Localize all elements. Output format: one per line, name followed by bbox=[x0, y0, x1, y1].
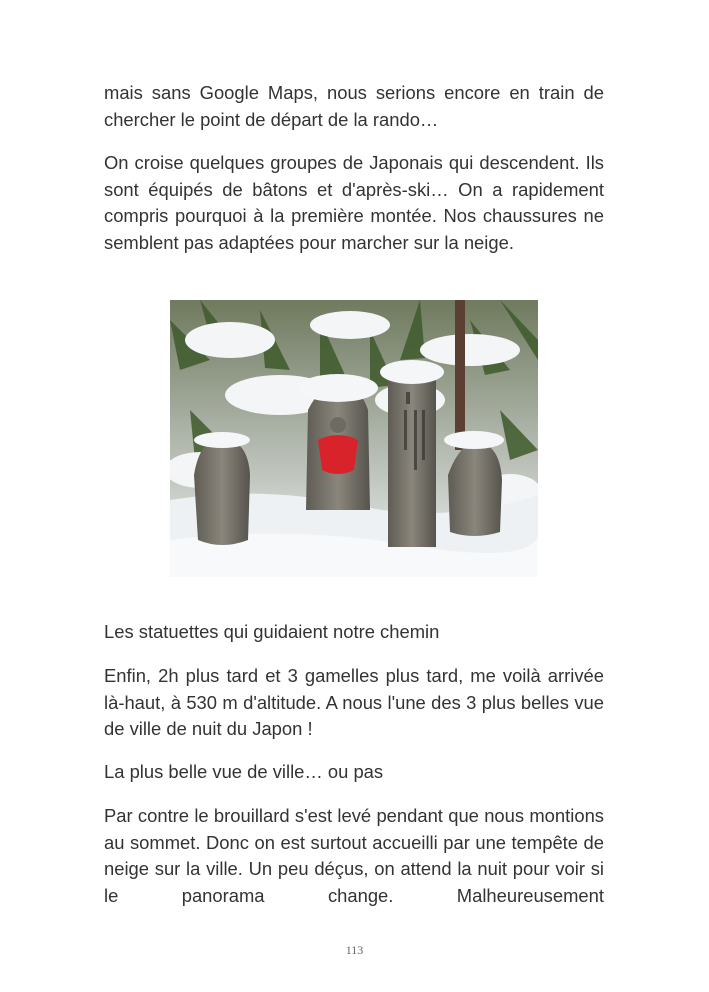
paragraph-intro: mais sans Google Maps, nous serions encore en train de chercher le point de départ de la rando… bbox=[104, 82, 604, 130]
paragraph-japanese-hikers: On croise quelques groupes de Japonais qui descendent. Ils sont équipés de bâtons et d'après-ski… On a rapidement compris pourquoi à la première montée. Nos chaussures ne semblent pas adaptées pour marcher sur la neige. bbox=[104, 152, 604, 253]
photo-jizo-statues bbox=[170, 300, 538, 577]
page-number: 113 bbox=[345, 943, 364, 957]
paragraph-fog: Par contre le brouillard s'est levé pendant que nous montions au sommet. Donc on est surtout accueilli par une tempête de neige sur la ville. Un peu déçus, on attend la nuit pour voir si le panorama change. Malheureusement bbox=[104, 805, 604, 906]
paragraph-arrival: Enfin, 2h plus tard et 3 gamelles plus tard, me voilà arrivée là-haut, à 530 m d'altitude. A nous l'une des 3 plus belles vue de ville de nuit du Japon ! bbox=[104, 665, 604, 740]
paragraph-view-heading: La plus belle vue de ville… ou pas bbox=[104, 761, 384, 782]
photo-caption: Les statuettes qui guidaient notre chemin bbox=[104, 621, 440, 642]
